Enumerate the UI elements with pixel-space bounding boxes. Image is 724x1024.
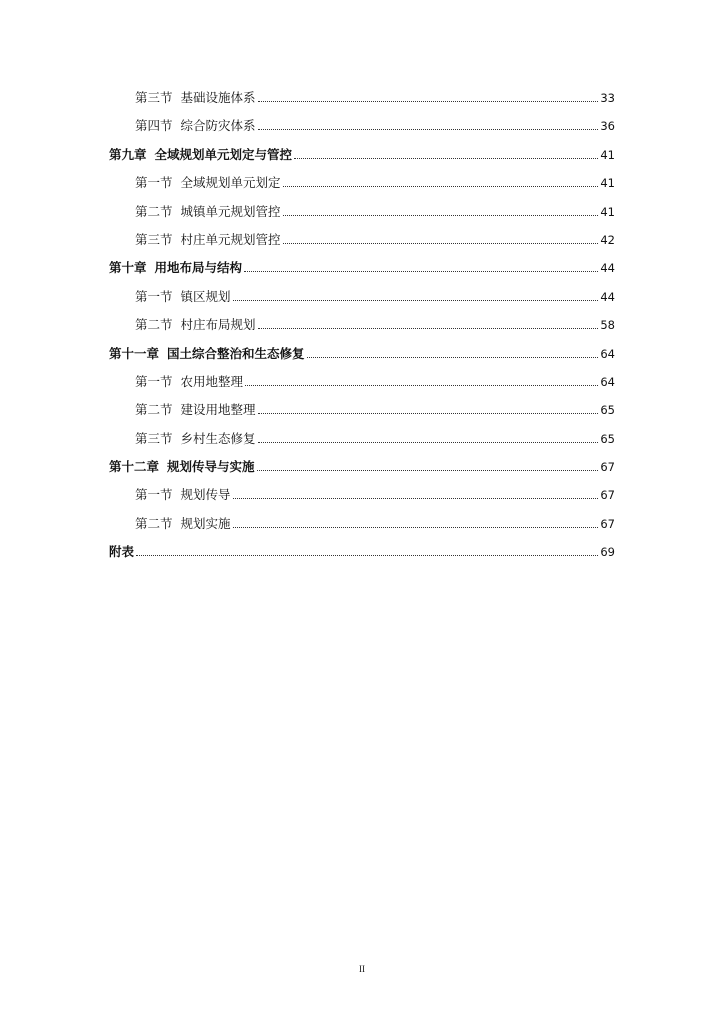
toc-page-number: 44 (600, 261, 615, 276)
toc-entry-title (135, 514, 231, 534)
toc-chapter-entry[interactable] (109, 542, 615, 570)
toc-entry-label: 第一节 (135, 288, 173, 304)
toc-page-number: 41 (600, 147, 615, 162)
toc-entry-label: 第二节 (135, 203, 173, 219)
toc-page-number: 64 (600, 346, 615, 361)
toc-entry-label: 第一节 (135, 175, 173, 191)
toc-entry-title (135, 88, 256, 108)
toc-entry-title (135, 485, 231, 505)
toc-page-number: 67 (600, 460, 615, 475)
toc-page-number: 44 (600, 289, 615, 304)
toc-entry-text: 农用地整理 (180, 373, 244, 389)
toc-section-entry[interactable] (109, 116, 615, 144)
toc-entry-label: 第二节 (135, 317, 173, 333)
toc-dot-leader (283, 203, 599, 216)
toc-entry-title (135, 315, 256, 335)
toc-section-entry[interactable] (109, 372, 615, 400)
toc-dot-leader (283, 174, 599, 187)
toc-page-number: 67 (600, 488, 615, 503)
toc-entry-label: 第十一章 (109, 345, 160, 361)
page-number: II (359, 964, 365, 974)
toc-page-number: 65 (600, 431, 615, 446)
toc-entry-title (109, 258, 242, 278)
toc-dot-leader (294, 146, 598, 159)
toc-dot-leader (258, 89, 599, 102)
toc-entry-text: 村庄单元规划管控 (180, 231, 281, 247)
toc-entry-label: 第一节 (135, 487, 173, 503)
toc-entry-label: 第一节 (135, 373, 173, 389)
toc-dot-leader (258, 117, 599, 130)
toc-section-entry[interactable] (109, 88, 615, 116)
toc-entry-title (135, 230, 281, 250)
toc-entry-text: 综合防灾体系 (180, 118, 256, 134)
toc-entry-title (135, 287, 231, 307)
toc-dot-leader (283, 231, 599, 244)
toc-entry-title (135, 116, 256, 136)
toc-entry-text: 规划传导与实施 (167, 459, 255, 475)
toc-page-number: 33 (600, 91, 615, 105)
toc-dot-leader (233, 288, 599, 301)
toc-dot-leader (244, 259, 598, 272)
toc-entry-text: 基础设施体系 (180, 90, 256, 105)
toc-entry-label: 第四节 (135, 118, 173, 134)
toc-dot-leader (136, 543, 598, 556)
toc-section-entry[interactable] (109, 230, 615, 258)
toc-dot-leader (258, 316, 599, 329)
toc-chapter-entry[interactable] (109, 145, 615, 173)
toc-dot-leader (245, 373, 598, 386)
toc-entry-text: 村庄布局规划 (180, 317, 256, 333)
toc-chapter-entry[interactable] (109, 457, 615, 485)
toc-entry-label: 第二节 (135, 515, 173, 531)
toc-entry-text: 全域规划单元划定 (180, 175, 281, 191)
toc-entry-text: 规划传导 (180, 487, 231, 503)
toc-section-entry[interactable] (109, 514, 615, 542)
toc-entry-title (135, 202, 281, 222)
toc-entry-label: 第三节 (135, 90, 173, 105)
toc-entry-title (135, 372, 243, 392)
toc-section-entry[interactable] (109, 400, 615, 428)
toc-dot-leader (258, 401, 599, 414)
toc-entry-label: 第十章 (109, 260, 147, 276)
toc-entry-text: 乡村生态修复 (180, 430, 256, 446)
toc-entry-label: 第三节 (135, 430, 173, 446)
toc-page-number: 67 (600, 516, 615, 531)
toc-page-number: 64 (600, 374, 615, 389)
toc-section-entry[interactable] (109, 202, 615, 230)
toc-section-entry[interactable] (109, 315, 615, 343)
toc-entry-title (109, 145, 292, 165)
toc-entry-text: 全域规划单元划定与管控 (154, 146, 293, 162)
toc-entry-text: 附表 (109, 544, 135, 560)
toc-dot-leader (258, 430, 599, 443)
toc-entry-title (135, 400, 256, 420)
toc-entry-text: 城镇单元规划管控 (180, 203, 281, 219)
toc-page-number: 58 (600, 318, 615, 333)
toc-entry-text: 国土综合整治和生态修复 (167, 345, 305, 361)
toc-entry-label: 第三节 (135, 231, 173, 247)
toc-entry-text: 规划实施 (180, 515, 231, 531)
toc-page-number: 41 (600, 204, 615, 219)
toc-chapter-entry[interactable] (109, 258, 615, 286)
toc-entry-title (109, 344, 305, 364)
toc-entry-title (109, 457, 255, 477)
toc-entry-label: 第二节 (135, 402, 173, 418)
toc-page-number: 69 (600, 545, 615, 560)
toc-section-entry[interactable] (109, 287, 615, 315)
toc-entry-text: 建设用地整理 (180, 402, 256, 418)
toc-page-number: 65 (600, 403, 615, 418)
toc-section-entry[interactable] (109, 173, 615, 201)
table-of-contents (109, 88, 615, 571)
toc-dot-leader (257, 458, 599, 471)
toc-entry-label: 第九章 (109, 146, 147, 162)
toc-dot-leader (307, 345, 599, 358)
toc-entry-title (109, 542, 134, 562)
toc-entry-title (135, 173, 281, 193)
toc-dot-leader (233, 515, 599, 528)
toc-entry-text: 用地布局与结构 (154, 260, 243, 276)
toc-chapter-entry[interactable] (109, 344, 615, 372)
toc-page-number: 42 (600, 232, 615, 247)
toc-page-number: 36 (600, 119, 615, 134)
toc-page-number: 41 (600, 176, 615, 191)
toc-section-entry[interactable] (109, 485, 615, 513)
toc-section-entry[interactable] (109, 429, 615, 457)
toc-entry-text: 镇区规划 (180, 288, 231, 304)
toc-dot-leader (233, 486, 599, 499)
toc-entry-title (135, 429, 256, 449)
toc-entry-label: 第十二章 (109, 459, 160, 475)
